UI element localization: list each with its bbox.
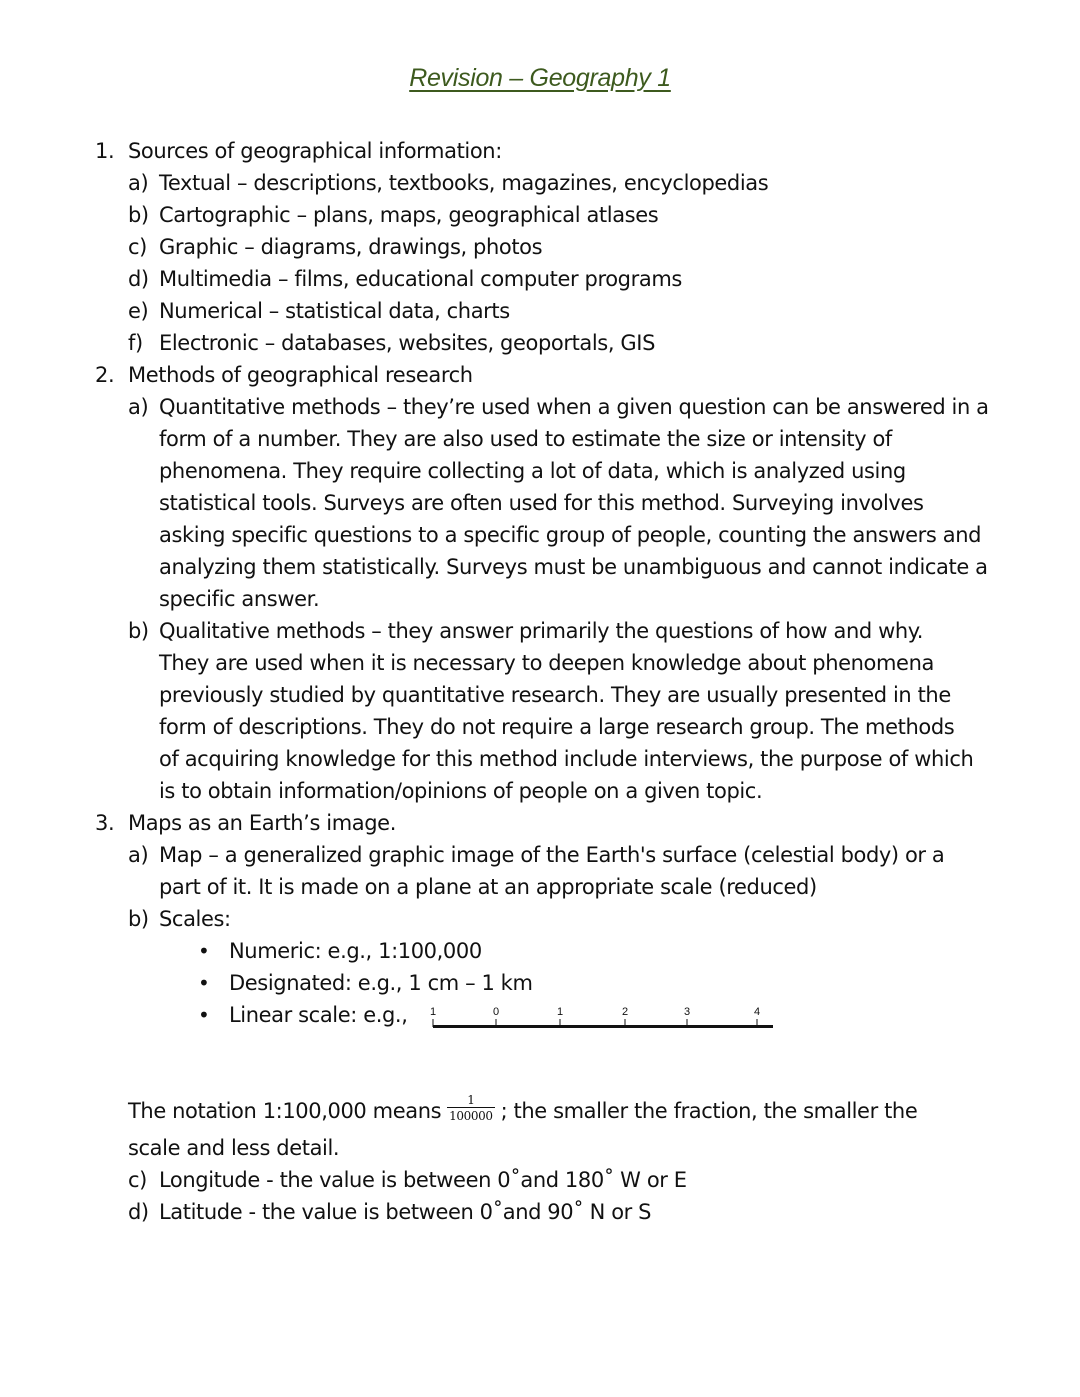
list-label: d) [128, 1200, 149, 1224]
fraction-denominator: 100000 [449, 1109, 493, 1123]
paragraph-line: of acquiring knowledge for this method include interviews, the purpose of which [159, 747, 974, 771]
scale-item-linear: Linear scale: e.g., [229, 1003, 408, 1027]
scale-tick-label: 0 [492, 1006, 500, 1018]
notation-line-2: scale and less detail. [128, 1136, 340, 1160]
paragraph-line: form of a number. They are also used to estimate the size or intensity of [159, 427, 892, 451]
notation-text-before: The notation 1:100,000 means [128, 1099, 442, 1123]
notation-text-after: ; the smaller the fraction, the smaller the [500, 1099, 918, 1123]
scale-tick-label: 2 [621, 1006, 629, 1018]
bullet-icon: • [198, 1003, 210, 1027]
section-2-heading: Methods of geographical research [128, 363, 473, 387]
list-label: f) [128, 331, 143, 355]
scale-tick-label: 1 [429, 1006, 437, 1018]
section-2-number: 2. [95, 363, 115, 387]
list-label: c) [128, 1168, 147, 1192]
paragraph-line: Map – a generalized graphic image of the Earth's surface (celestial body) or a [159, 843, 945, 867]
section-3-heading: Maps as an Earth’s image. [128, 811, 396, 835]
paragraph-line: phenomena. They require collecting a lot of data, which is analyzed using [159, 459, 906, 483]
paragraph-line: statistical tools. Surveys are often used for this method. Surveying involves [159, 491, 924, 515]
list-item: Textual – descriptions, textbooks, magazines, encyclopedias [159, 171, 769, 195]
list-label: a) [128, 395, 149, 419]
linear-scale-graphic [425, 1000, 785, 1034]
list-item-longitude: Longitude - the value is between 0˚and 180˚ W or E [159, 1168, 687, 1192]
paragraph-line: analyzing them statistically. Surveys must be unambiguous and cannot indicate a [159, 555, 988, 579]
scale-item-designated: Designated: e.g., 1 cm – 1 km [229, 971, 533, 995]
fraction [447, 1093, 494, 1123]
scale-tick-label: 1 [556, 1006, 564, 1018]
paragraph-line: specific answer. [159, 587, 320, 611]
paragraph-line: previously studied by quantitative research. They are usually presented in the [159, 683, 951, 707]
paragraph-line: form of descriptions. They do not require a large research group. The methods [159, 715, 955, 739]
paragraph-line: Quantitative methods – they’re used when a given question can be answered in a [159, 395, 989, 419]
list-label: b) [128, 203, 149, 227]
list-label: a) [128, 171, 149, 195]
list-label: b) [128, 619, 149, 643]
fraction-numerator: 1 [447, 1093, 494, 1108]
list-item: Numerical – statistical data, charts [159, 299, 510, 323]
list-label: d) [128, 267, 149, 291]
list-label: c) [128, 235, 147, 259]
list-item: Cartographic – plans, maps, geographical atlases [159, 203, 659, 227]
list-item: Multimedia – films, educational computer programs [159, 267, 682, 291]
paragraph-line: is to obtain information/opinions of people on a given topic. [159, 779, 763, 803]
scale-tick-label: 3 [683, 1006, 691, 1018]
scale-item-numeric: Numeric: e.g., 1:100,000 [229, 939, 482, 963]
list-item: Electronic – databases, websites, geoportals, GIS [159, 331, 655, 355]
linear-scale-icon [425, 1000, 785, 1034]
bullet-icon: • [198, 939, 210, 963]
list-item-latitude: Latitude - the value is between 0˚and 90˚ N or S [159, 1200, 652, 1224]
paragraph-line: part of it. It is made on a plane at an appropriate scale (reduced) [159, 875, 817, 899]
notation-line [128, 1095, 917, 1127]
list-label: a) [128, 843, 149, 867]
paragraph-line: Qualitative methods – they answer primarily the questions of how and why. [159, 619, 924, 643]
bullet-icon: • [198, 971, 210, 995]
section-1-number: 1. [95, 139, 115, 163]
list-label: e) [128, 299, 149, 323]
section-1-heading: Sources of geographical information: [128, 139, 502, 163]
list-item: Graphic – diagrams, drawings, photos [159, 235, 543, 259]
paragraph-line: asking specific questions to a specific group of people, counting the answers and [159, 523, 982, 547]
page-title: Revision – Geography 1 [409, 64, 671, 92]
section-3-number: 3. [95, 811, 115, 835]
list-item: Scales: [159, 907, 231, 931]
paragraph-line: They are used when it is necessary to deepen knowledge about phenomena [159, 651, 934, 675]
list-label: b) [128, 907, 149, 931]
scale-tick-label: 4 [753, 1006, 761, 1018]
